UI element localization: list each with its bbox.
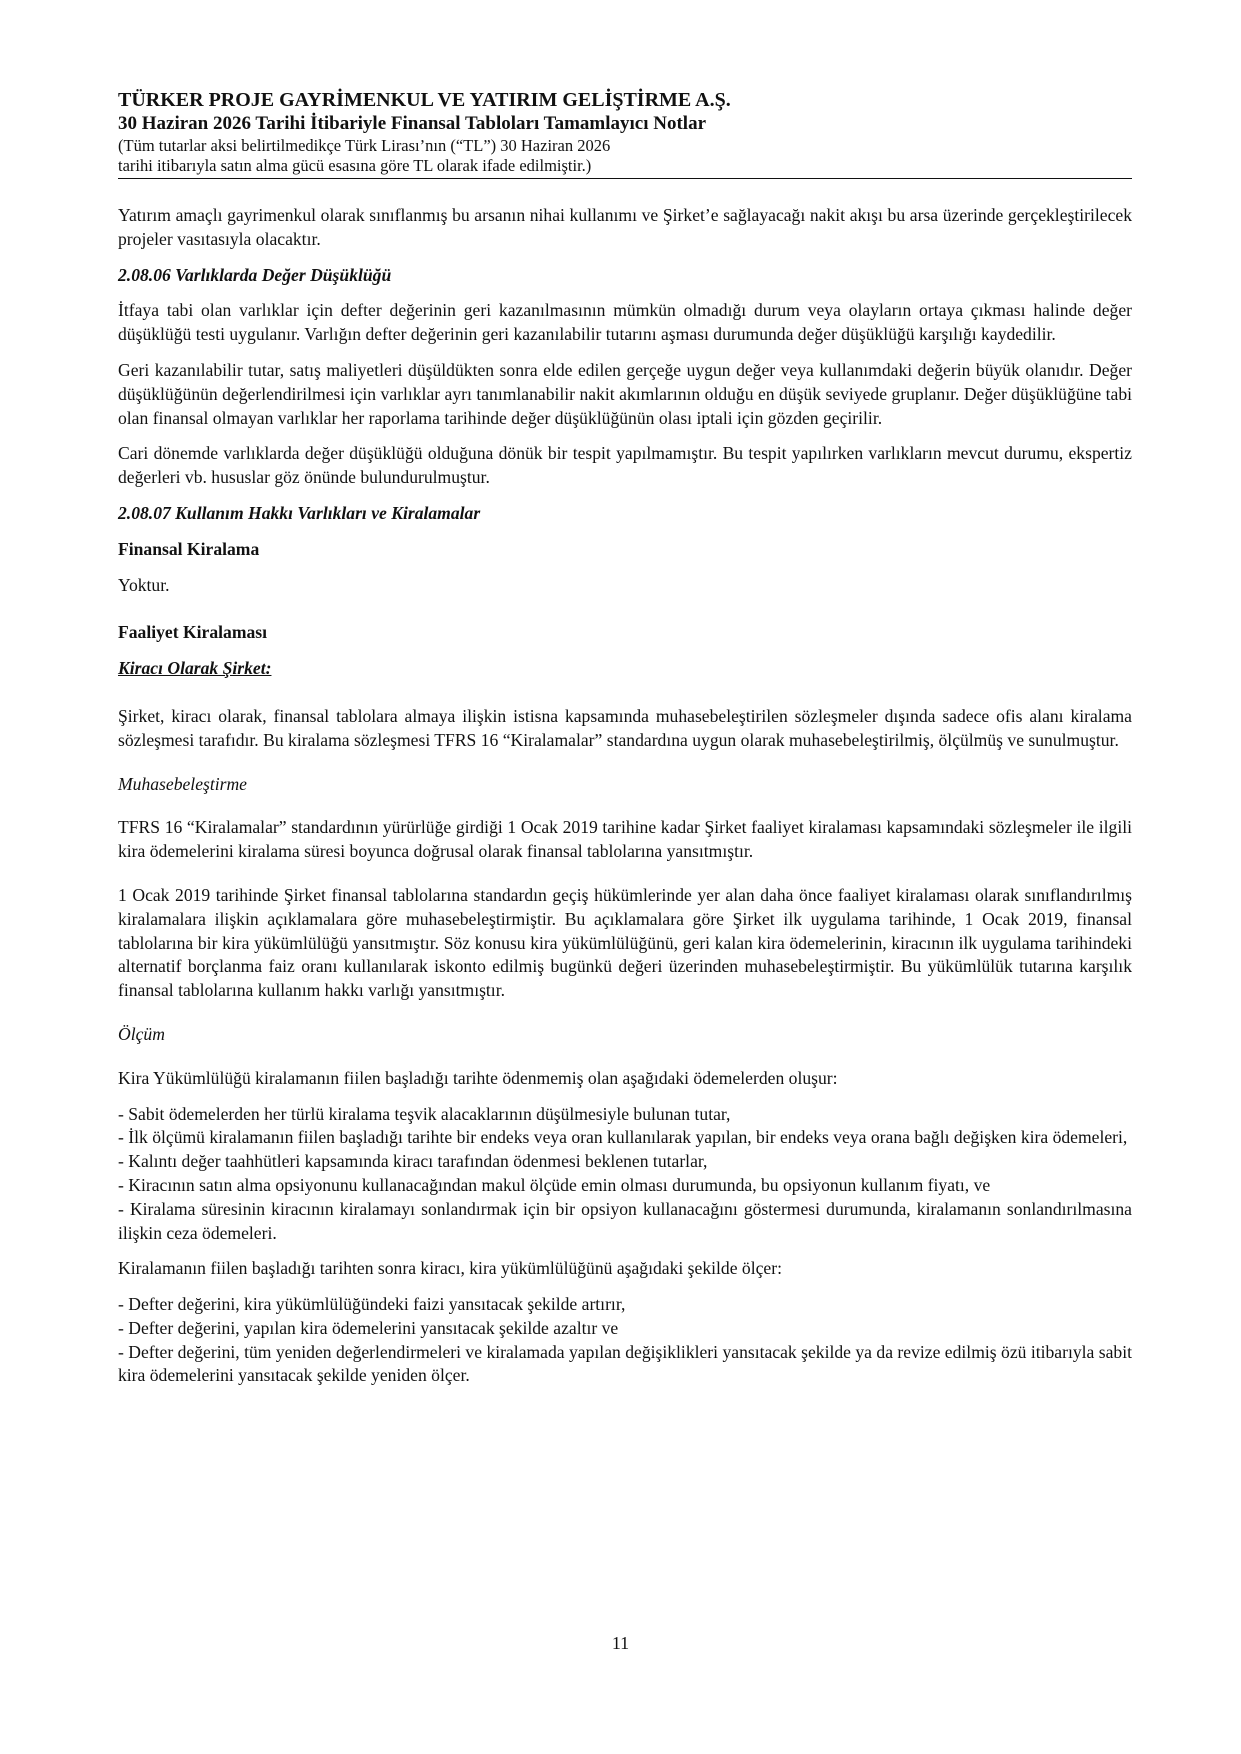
intro-paragraph: Yatırım amaçlı gayrimenkul olarak sınıflanmış bu arsanın nihai kullanımı ve Şirket’e sağlayacağı nakit akışı bu arsa üzerinde gerçekleştirilecek projeler vasıtasıyla olacaktır. bbox=[118, 205, 1132, 249]
lessee-heading: Kiracı Olarak Şirket: bbox=[118, 658, 272, 679]
measurement-heading: Ölçüm bbox=[118, 1023, 165, 1044]
subsequent-measurement-paragraph: Kiralamanın fiilen başladığı tarihten sonra kiracı, kira yükümlülüğünü aşağıdaki şekilde ölçer: bbox=[118, 1258, 782, 1279]
document-body bbox=[118, 204, 1132, 1388]
measurement-paragraph: Kira Yükümlülüğü kiralamanın fiilen başladığı tarihte ödenmemiş olan aşağıdaki ödemelerden oluşur: bbox=[118, 1067, 838, 1088]
impairment-paragraph-3: Cari dönemde varlıklarda değer düşüklüğü olduğuna dönük bir tespit yapılmamıştır. Bu tespit yapılırken varlıkların mevcut durumu, ekspertiz değerleri vb. hususlar göz önünde bulundurulmuştur. bbox=[118, 443, 1132, 488]
page-header bbox=[118, 88, 1132, 179]
currency-note-line-2: tarihi itibarıyla satın alma gücü esasına göre TL olarak ifade edilmiştir.) bbox=[118, 155, 592, 175]
list-item: - Kiracının satın alma opsiyonunu kullanacağından makul ölçüde emin olması durumunda, bu opsiyonun kullanım fiyatı, ve bbox=[118, 1174, 991, 1195]
recognition-paragraph-2: 1 Ocak 2019 tarihinde Şirket finansal tablolarına standardın geçiş hükümlerinde yer alan daha önce faaliyet kiralaması olarak sınıflandırılmış kiralamalara ilişkin açıklamalara göre muhasebeleştirmiştir. Bu açıklamalara göre Şirket ilk uygulama tarihinde, 1 Ocak 2019, finansal tablolarına bir kira yükümlülüğü yansıtmıştır. Söz konusu kira yükümlülüğünü, geri kalan kira ödemelerinin, kiracının ilk uygulama tarihindeki alternatif borçlanma faiz oranı kullanılarak iskonto edilmiş bugünkü değeri üzerinden muhasebeleştirmiştir. Bu yükümlülük tutarına karşılık finansal tablolarına kullanım hakkı varlığı yansıtmıştır. bbox=[118, 884, 1132, 1001]
list-item: - Kalıntı değer taahhütleri kapsamında kiracı tarafından ödenmesi beklenen tutarlar, bbox=[118, 1151, 708, 1172]
subsequent-measurement-list bbox=[118, 1293, 1132, 1388]
impairment-paragraph-2: Geri kazanılabilir tutar, satış maliyetleri düşüldükten sonra elde edilen gerçeğe uygun değer veya kullanımdaki değerin büyük olanıdır. Değer düşüklüğünün değerlendirilmesi için varlıklar ayrı tanımlanabilir nakit akımlarının olduğu en düşük seviyede gruplanır. Değer düşüklüğüne tabi olan finansal olmayan varlıklar her raporlama tarihinde değer düşüklüğünün olası iptali için gözden geçirilir. bbox=[118, 359, 1132, 428]
finance-lease-heading: Finansal Kiralama bbox=[118, 538, 260, 559]
list-item: - Sabit ödemelerden her türlü kiralama teşvik alacaklarının düşülmesiyle bulunan tutar, bbox=[118, 1103, 731, 1124]
impairment-paragraph-1: İtfaya tabi olan varlıklar için defter değerinin geri kazanılmasının mümkün olmadığı durum veya olayların ortaya çıkması halinde değer düşüklüğü testi uygulanır. Varlığın defter değerinin geri kazanılabilir tutarını aşması durumunda değer düşüklüğü karşılığı kaydedilir. bbox=[118, 300, 1132, 345]
company-name: TÜRKER PROJE GAYRİMENKUL VE YATIRIM GELİŞTİRME A.Ş. bbox=[118, 89, 731, 111]
finance-lease-none: Yoktur. bbox=[118, 574, 170, 595]
list-item: - Kiralama süresinin kiracının kiralamayı sonlandırmak için bir opsiyon kullanacağını göstermesi durumunda, kiralamanın sonlandırılmasına ilişkin ceza ödemeleri. bbox=[118, 1198, 1132, 1243]
lessee-paragraph: Şirket, kiracı olarak, finansal tablolara almaya ilişkin istisna kapsamında muhasebeleştirilen sözleşmeler dışında sadece ofis alanı kiralama sözleşmesi tarafıdır. Bu kiralama sözleşmesi TFRS 16 “Kiralamalar” standardına uygun olarak muhasebeleştirilmiş, ölçülmüş ve sunulmuştur. bbox=[118, 705, 1132, 750]
page-number: 11 bbox=[611, 1633, 630, 1653]
operating-lease-heading: Faaliyet Kiralaması bbox=[118, 622, 268, 643]
recognition-paragraph-1: TFRS 16 “Kiralamalar” standardının yürürlüğe girdiği 1 Ocak 2019 tarihine kadar Şirket faaliyet kiralaması kapsamındaki sözleşmeler ile ilgili kira ödemelerini kiralama süresi boyunca doğrusal olarak finansal tablolarına yansıtmıştır. bbox=[118, 817, 1132, 862]
measurement-list bbox=[118, 1103, 1132, 1246]
section-title-2-08-06: 2.08.06 Varlıklarda Değer Düşüklüğü bbox=[118, 264, 392, 285]
currency-note-line-1: (Tüm tutarlar aksi belirtilmedikçe Türk Lirası’nın (“TL”) 30 Haziran 2026 bbox=[118, 136, 611, 155]
recognition-heading: Muhasebeleştirme bbox=[118, 773, 247, 794]
report-title: 30 Haziran 2026 Tarihi İtibariyle Finansal Tabloları Tamamlayıcı Notlar bbox=[118, 113, 707, 134]
list-item: - Defter değerini, kira yükümlülüğündeki faizi yansıtacak şekilde artırır, bbox=[118, 1294, 626, 1315]
section-title-2-08-07: 2.08.07 Kullanım Hakkı Varlıkları ve Kiralamalar bbox=[118, 502, 481, 523]
list-item: - Defter değerini, yapılan kira ödemelerini yansıtacak şekilde azaltır ve bbox=[118, 1317, 619, 1338]
list-item: - İlk ölçümü kiralamanın fiilen başladığı tarihte bir endeks veya oran kullanılarak yapılan, bir endeks veya orana bağlı değişken kira ödemeleri, bbox=[118, 1127, 1128, 1148]
list-item: - Defter değerini, tüm yeniden değerlendirmeleri ve kiralamada yapılan değişiklikleri yansıtacak şekilde ya da revize edilmiş özü itibarıyla sabit kira ödemelerini yansıtacak şekilde yeniden ölçer. bbox=[118, 1341, 1132, 1386]
